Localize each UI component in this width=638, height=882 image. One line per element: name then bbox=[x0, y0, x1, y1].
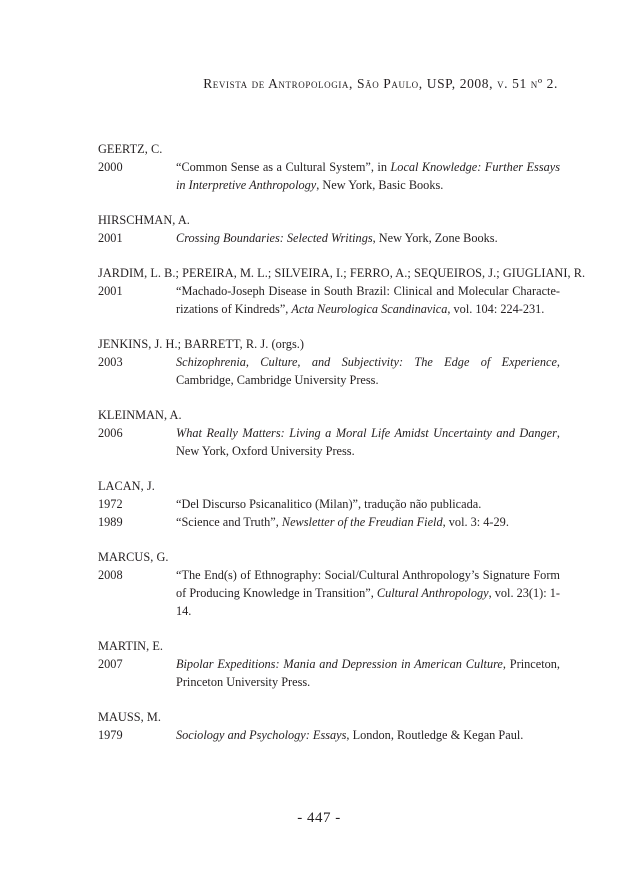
reference-citation bbox=[176, 424, 560, 460]
reference-citation bbox=[176, 655, 560, 691]
reference-entry bbox=[98, 477, 560, 531]
reference-work bbox=[98, 726, 560, 744]
citation-text: “Science and Truth”, bbox=[176, 515, 282, 529]
reference-year: 2000 bbox=[98, 160, 123, 174]
citation-title-italic: Local Knowledge: Further Essays in Interpretive Anthropology bbox=[176, 160, 560, 192]
reference-citation bbox=[176, 282, 560, 318]
running-header: Revista de Antropologia, São Paulo, USP, 2008, v. 51 nº 2. bbox=[203, 76, 558, 91]
reference-year: 2006 bbox=[98, 426, 123, 440]
citation-title-italic: Crossing Boundaries: Selected Writings bbox=[176, 231, 373, 245]
reference-year: 2001 bbox=[98, 284, 123, 298]
reference-entry bbox=[98, 548, 560, 620]
citation-text: , Princeton, Princeton University Press. bbox=[176, 657, 560, 689]
reference-year: 1989 bbox=[98, 515, 123, 529]
citation-text: , Cambridge, Cambridge University Press. bbox=[176, 355, 560, 387]
reference-citation bbox=[176, 726, 560, 744]
citation-title-italic: Newsletter of the Freudian Field bbox=[281, 515, 443, 529]
reference-year: 2001 bbox=[98, 231, 123, 245]
citation-text: , vol. 23(1): 1-14. bbox=[176, 586, 560, 618]
reference-work bbox=[98, 513, 560, 531]
citation-title-italic: Acta Neurologica Scandinavica bbox=[291, 302, 448, 316]
citation-text: , vol. 104: 224-231. bbox=[447, 302, 545, 316]
reference-citation bbox=[176, 495, 560, 513]
citation-title-italic: Sociology and Psychology: Essays bbox=[176, 728, 347, 742]
citation-title-italic: What Really Matters: Living a Moral Life Amidst Uncertainty and Danger bbox=[176, 426, 557, 440]
reference-work bbox=[98, 655, 560, 691]
reference-author: JARDIM, L. B.; PEREIRA, M. L.; SILVEIRA, I.; FERRO, A.; SEQUEIROS, J.; GIUGLIANI, R. bbox=[98, 266, 586, 280]
reference-author: HIRSCHMAN, A. bbox=[98, 213, 190, 227]
reference-citation bbox=[176, 229, 560, 247]
reference-author: GEERTZ, C. bbox=[98, 142, 163, 156]
citation-text: , vol. 3: 4-29. bbox=[442, 515, 509, 529]
citation-title-italic: Bipolar Expeditions: Mania and Depression in American Culture bbox=[176, 657, 503, 671]
citation-text: “Del Discurso Psicanalitico (Milan)”, tradução não publicada. bbox=[176, 497, 482, 511]
reference-citation bbox=[176, 158, 560, 194]
reference-work bbox=[98, 566, 560, 620]
citation-text: , London, Routledge & Kegan Paul. bbox=[346, 728, 524, 742]
reference-author: MARTIN, E. bbox=[98, 639, 163, 653]
citation-text: “Machado-Joseph Disease in South Brazil: Clinical and Molecular Characte-rizations of Kindreds”, bbox=[176, 284, 560, 316]
reference-work bbox=[98, 282, 560, 318]
reference-work bbox=[98, 495, 560, 513]
reference-author: KLEINMAN, A. bbox=[98, 408, 182, 422]
reference-work bbox=[98, 158, 560, 194]
citation-title-italic: Cultural Anthropology bbox=[376, 586, 489, 600]
citation-title-italic: Schizophrenia, Culture, and Subjectivity: The Edge of Experience bbox=[176, 355, 557, 369]
reference-citation bbox=[176, 353, 560, 389]
reference-year: 1972 bbox=[98, 497, 123, 511]
reference-author: LACAN, J. bbox=[98, 479, 155, 493]
reference-entry bbox=[98, 211, 560, 247]
reference-entry bbox=[98, 264, 586, 318]
reference-author: MARCUS, G. bbox=[98, 550, 169, 564]
reference-year: 2007 bbox=[98, 657, 123, 671]
reference-work bbox=[98, 353, 560, 389]
citation-text: “Common Sense as a Cultural System”, in bbox=[176, 160, 391, 174]
reference-list bbox=[98, 140, 586, 761]
reference-entry bbox=[98, 335, 560, 389]
reference-entry bbox=[98, 637, 560, 691]
reference-entry bbox=[98, 708, 560, 744]
reference-entry bbox=[98, 140, 560, 194]
citation-text: , New York, Zone Books. bbox=[372, 231, 498, 245]
reference-year: 2003 bbox=[98, 355, 123, 369]
reference-year: 1979 bbox=[98, 728, 123, 742]
reference-year: 2008 bbox=[98, 568, 123, 582]
reference-citation bbox=[176, 566, 560, 620]
reference-entry bbox=[98, 406, 560, 460]
reference-author: MAUSS, M. bbox=[98, 710, 161, 724]
citation-text: , New York, Oxford University Press. bbox=[176, 426, 560, 458]
reference-work bbox=[98, 229, 560, 247]
citation-text: “The End(s) of Ethnography: Social/Cultural Anthropology’s Signature Form of Producing Knowledge in Transition”, bbox=[176, 568, 560, 600]
page-number: - 447 - bbox=[297, 810, 341, 826]
citation-text: , New York, Basic Books. bbox=[316, 178, 444, 192]
reference-work bbox=[98, 424, 560, 460]
reference-author: JENKINS, J. H.; BARRETT, R. J. (orgs.) bbox=[98, 337, 305, 351]
reference-citation bbox=[176, 513, 560, 531]
